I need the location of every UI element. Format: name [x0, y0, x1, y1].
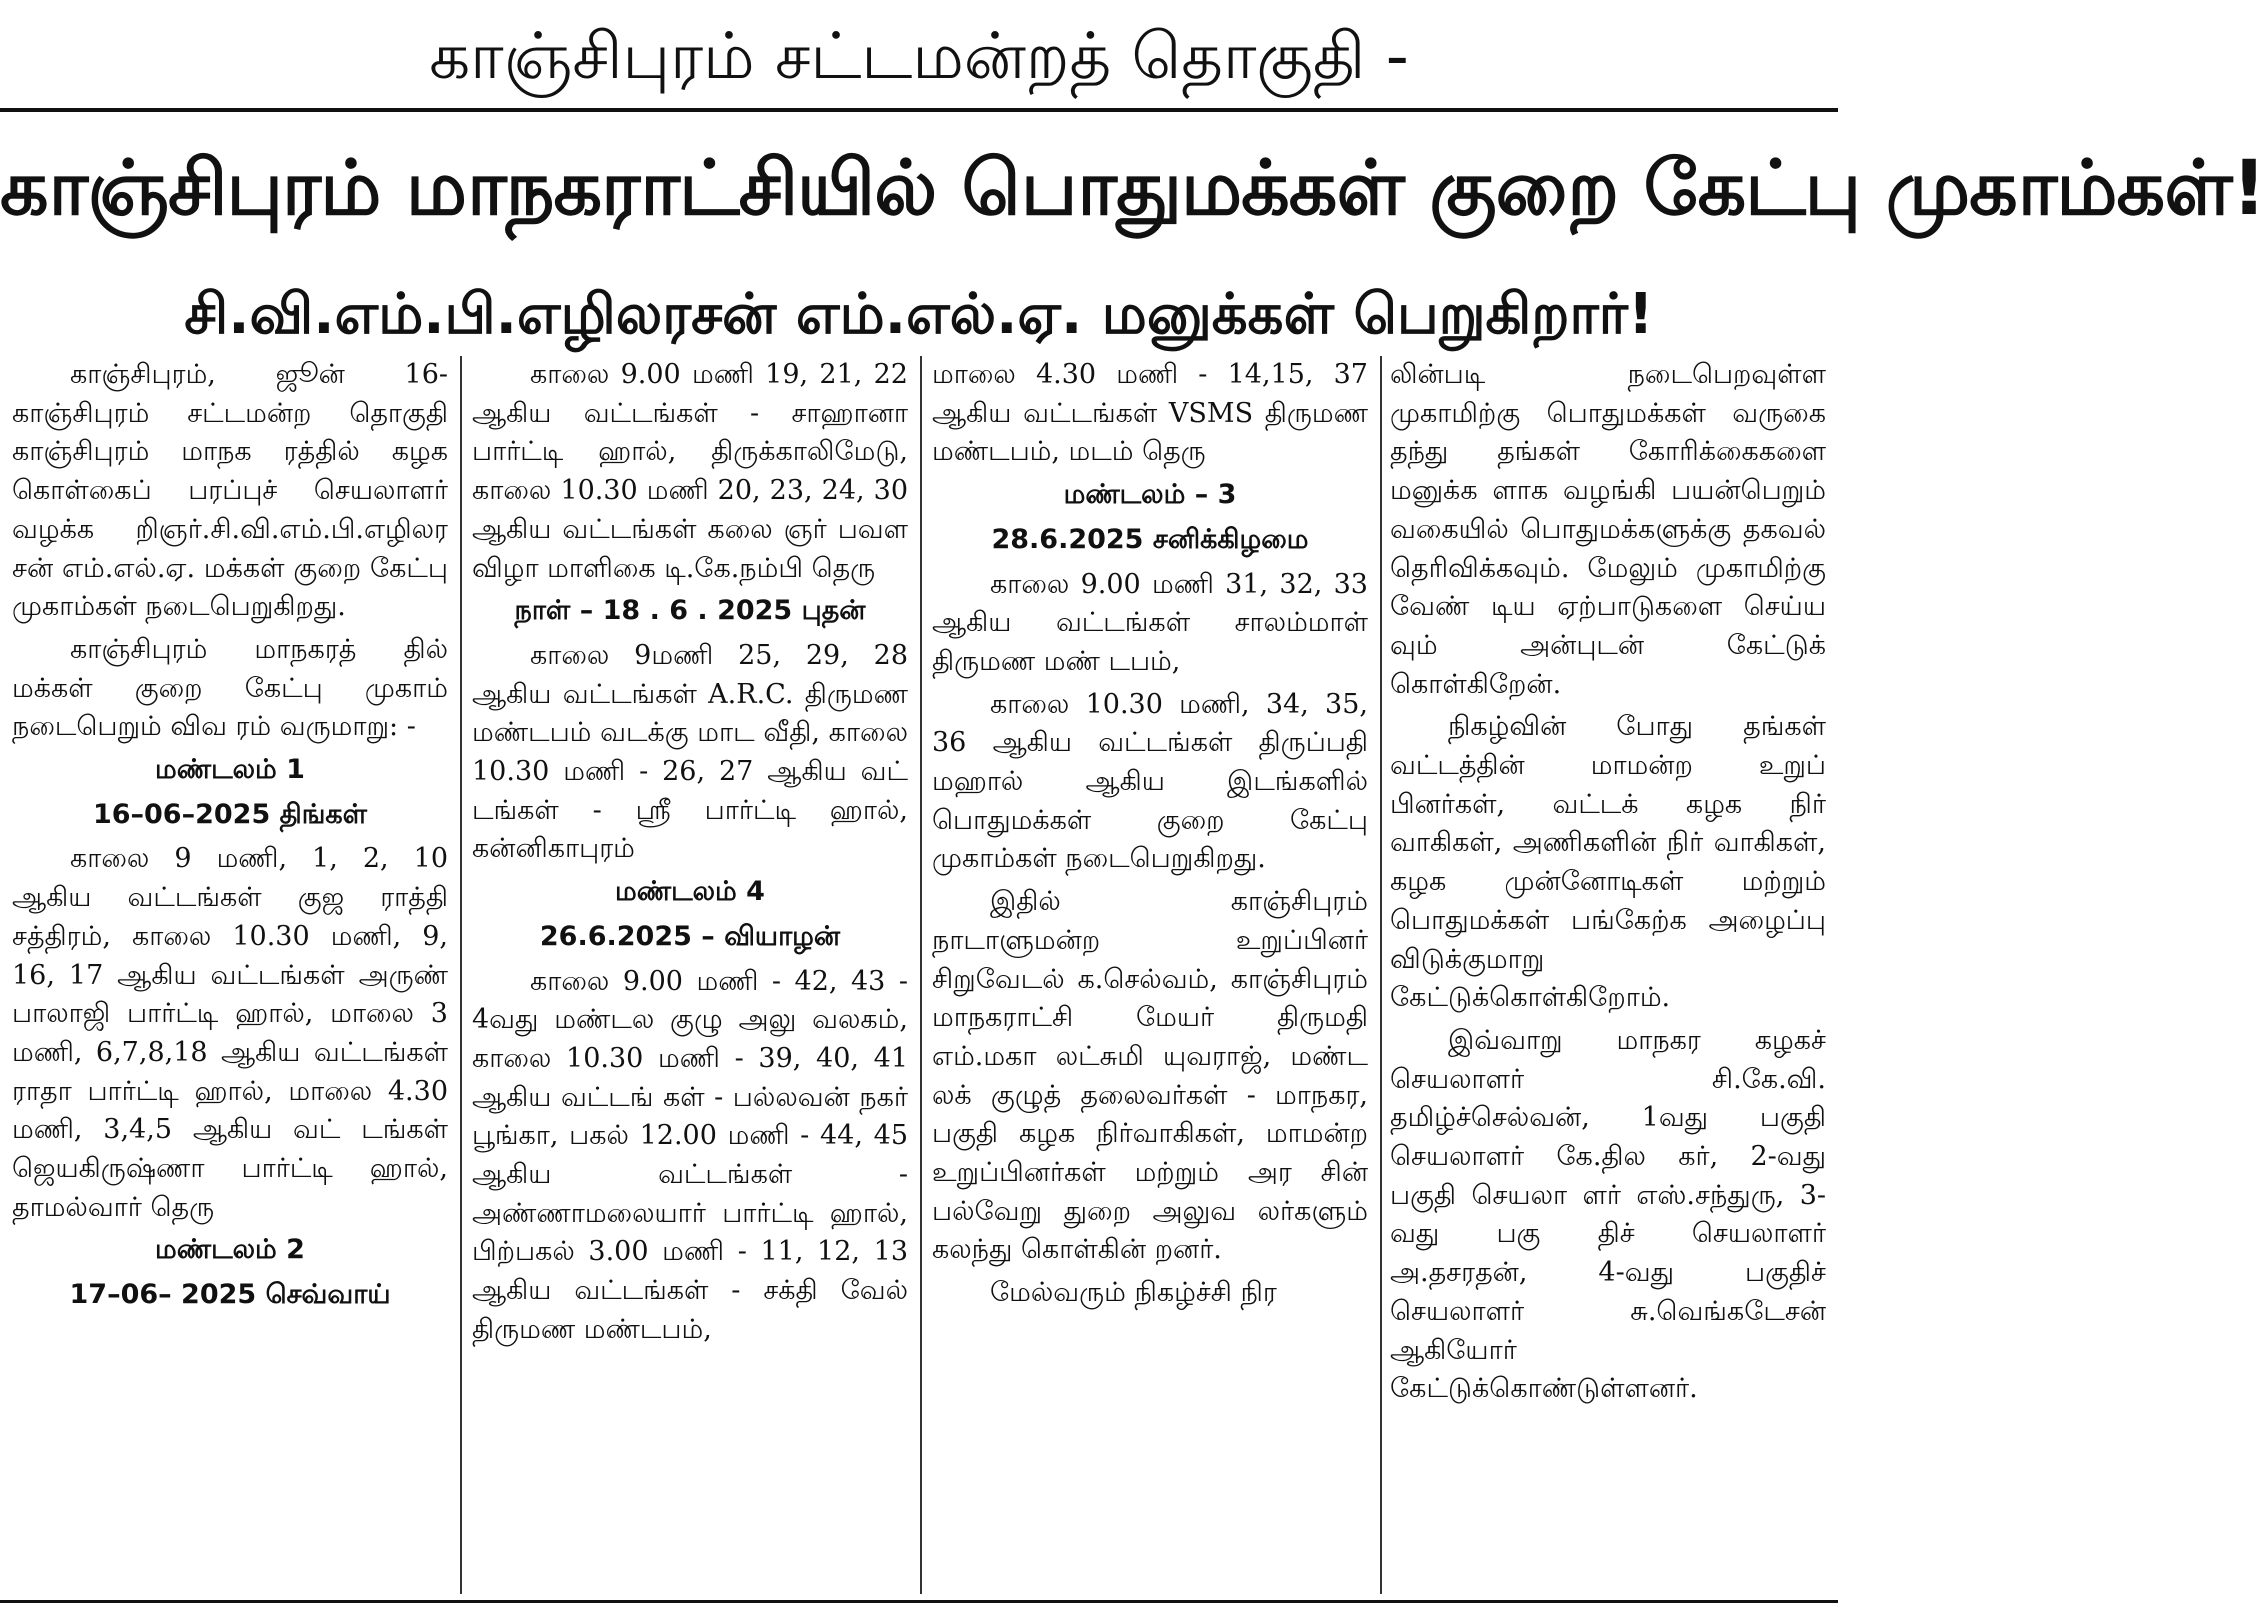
- zone-4-schedule: காலை 9.00 மணி - 42, 43 - 4வது மண்டல குழு அலு வலகம், காலை 10.30 மணி - 39, 40, 41 ஆகிய வட்டங் கள் - பல்லவன் நகர் பூங்கா, பகல் 12.00 மணி - 44, 45 ஆகிய வட்டங்கள் - அண்ணாமலையார் பார்ட்டி ஹால், பிற்பகல் 3.00 மணி - 11, 12, 13 ஆகிய வட்டங்கள் - சக்தி வேல் திருமண மண்டபம்,: [472, 965, 908, 1345]
- zone-3-date: 28.6.2025 சனிக்கிழமை: [991, 523, 1309, 555]
- zone-3-label: மண்டலம் – 3: [1063, 479, 1237, 511]
- closing-paragraph-start: மேல்வரும் நிகழ்ச்சி நிர: [990, 1277, 1277, 1309]
- column-4: [1390, 356, 1826, 1594]
- zone-2-schedule-day2: காலை 9மணி 25, 29, 28 ஆகிய வட்டங்கள் A.R.C. திருமண மண்டபம் வடக்கு மாட வீதி, காலை 10.30 மணி - 26, 27 ஆகிய வட் டங்கள் - ஸ்ரீ பார்ட்டி ஹால், கன்னிகாபுரம்: [472, 639, 908, 865]
- headline: காஞ்சிபுரம் மாநகராட்சியில் பொதுமக்கள் குறை கேட்பு முகாம்கள்!: [0, 143, 2265, 232]
- bottom-rule: [0, 1600, 1838, 1603]
- zone-3-schedule-1: காலை 9.00 மணி 31, 32, 33 ஆகிய வட்டங்கள் சாலம்மாள் திருமண மண் டபம்,: [932, 568, 1368, 677]
- kicker-rule: [0, 108, 1838, 112]
- closing-paragraph-cont: லின்படி நடைபெறவுள்ள முகாமிற்கு பொதுமக்கள் வருகை தந்து தங்கள் கோரிக்கைகளை மனுக்க ளாக வழங்கி பயன்பெறும் வகையில் பொதுமக்களுக்கு தகவல் தெரிவிக்கவும். மேலும் முகாமிற்கு வேண் டிய ஏற்பாடுகளை செய்ய வும் அன்புடன் கேட்டுக் கொள்கிறேன்.: [1390, 359, 1826, 700]
- column-divider: [1380, 356, 1382, 1594]
- zone-3-schedule-2: காலை 10.30 மணி, 34, 35, 36 ஆகிய வட்டங்கள் திருப்பதி மஹால் ஆகிய இடங்களில் பொதுமக்கள் குறை கேட்பு முகாம்கள் நடைபெறுகிறது.: [932, 688, 1368, 875]
- attendees-paragraph: இதில் காஞ்சிபுரம் நாடாளுமன்ற உறுப்பினர் சிறுவேடல் க.செல்வம், காஞ்சிபுரம் மாநகராட்சி மேயர் திருமதி எம்.மகா லட்சுமி யுவராஜ், மண்ட லக் குழுத் தலைவர்கள் - மாநகர, பகுதி கழக நிர்வாகிகள், மாமன்ற உறுப்பினர்கள் மற்றும் அர சின் பல்வேறு துறை அலுவ லர்களும் கலந்து கொள்கின் றனர்.: [932, 886, 1368, 1266]
- zone-4-schedule-cont: மாலை 4.30 மணி - 14,15, 37 ஆகிய வட்டங்கள் VSMS திருமண மண்டபம், மடம் தெரு: [932, 359, 1368, 468]
- zone-1-label: மண்டலம் 1: [155, 754, 305, 786]
- column-3: [932, 356, 1368, 1594]
- subheadline: சி.வி.எம்.பி.எழிலரசன் எம்.எல்.ஏ. மனுக்கள் பெறுகிறார்!: [184, 282, 1654, 347]
- invitation-paragraph: நிகழ்வின் போது தங்கள் வட்டத்தின் மாமன்ற உறுப் பினர்கள், வட்டக் கழக நிர் வாகிகள், அணிகளின் நிர் வாகிகள், கழக முன்னோடிகள் மற்றும் பொதுமக்கள் பங்கேற்க அழைப்பு விடுக்குமாறு கேட்டுக்கொள்கிறோம்.: [1390, 711, 1826, 1014]
- zone-4-date: 26.6.2025 – வியாழன்: [539, 920, 841, 952]
- kicker-line: காஞ்சிபுரம் சட்டமன்றத் தொகுதி -: [429, 20, 1409, 94]
- zone-1-schedule: காலை 9 மணி, 1, 2, 10 ஆகிய வட்டங்கள் குஜ ராத்தி சத்திரம், காலை 10.30 மணி, 9, 16, 17 ஆகிய வட்டங்கள் அருண் பாலாஜி பார்ட்டி ஹால், மாலை 3 மணி, 6,7,8,18 ஆகிய வட்டங்கள் ராதா பார்ட்டி ஹால், மாலை 4.30 மணி, 3,4,5 ஆகிய வட் டங்கள் ஜெயகிருஷ்ணா பார்ட்டி ஹால், தாமல்வார் தெரு: [12, 843, 448, 1223]
- signatories-paragraph: இவ்வாறு மாநகர கழகச் செயலாளர் சி.கே.வி. தமிழ்ச்செல்வன், 1வது பகுதி செயலாளர் கே.தில கர், 2-வது பகுதி செயலா ளர் எஸ்.சந்துரு, 3-வது பகு திச் செயலாளர் அ.தசரதன், 4-வது பகுதிச் செயலாளர் சு.வெங்கடேசன் ஆகியோர் கேட்டுக்கொண்டுள்ளனர்.: [1390, 1024, 1826, 1405]
- article-body: [12, 356, 1826, 1594]
- dateline-paragraph: காஞ்சிபுரம், ஜூன் 16- காஞ்சிபுரம் சட்டமன்ற தொகுதி காஞ்சிபுரம் மாநக ரத்தில் கழக கொள்கைப் பரப்புச் செயலாளர் வழக்க றிஞர்.சி.வி.எம்.பி.எழிலர சன் எம்.எல்.ஏ. மக்கள் குறை கேட்பு முகாம்கள் நடைபெறுகிறது.: [12, 359, 448, 623]
- zone-2-schedule: காலை 9.00 மணி 19, 21, 22 ஆகிய வட்டங்கள் - சாஹானா பார்ட்டி ஹால், திருக்காலிமேடு, காலை 10.30 மணி 20, 23, 24, 30 ஆகிய வட்டங்கள் கலை ஞர் பவள விழா மாளிகை டி.கே.நம்பி தெரு: [472, 359, 908, 584]
- zone-4-label: மண்டலம் 4: [615, 876, 765, 908]
- column-divider: [460, 356, 462, 1594]
- intro-paragraph: காஞ்சிபுரம் மாநகரத் தில் மக்கள் குறை கேட்பு முகாம் நடைபெறும் விவ ரம் வருமாறு: -: [12, 633, 448, 743]
- column-2: [472, 356, 908, 1594]
- column-1: [12, 356, 448, 1594]
- date-line: நாள் – 18 . 6 . 2025 புதன்: [514, 595, 866, 627]
- zone-2-date: 17–06– 2025 செவ்வாய்: [69, 1279, 391, 1311]
- zone-1-date: 16–06–2025 திங்கள்: [92, 798, 368, 830]
- column-divider: [920, 356, 922, 1594]
- zone-2-label: மண்டலம் 2: [155, 1234, 305, 1266]
